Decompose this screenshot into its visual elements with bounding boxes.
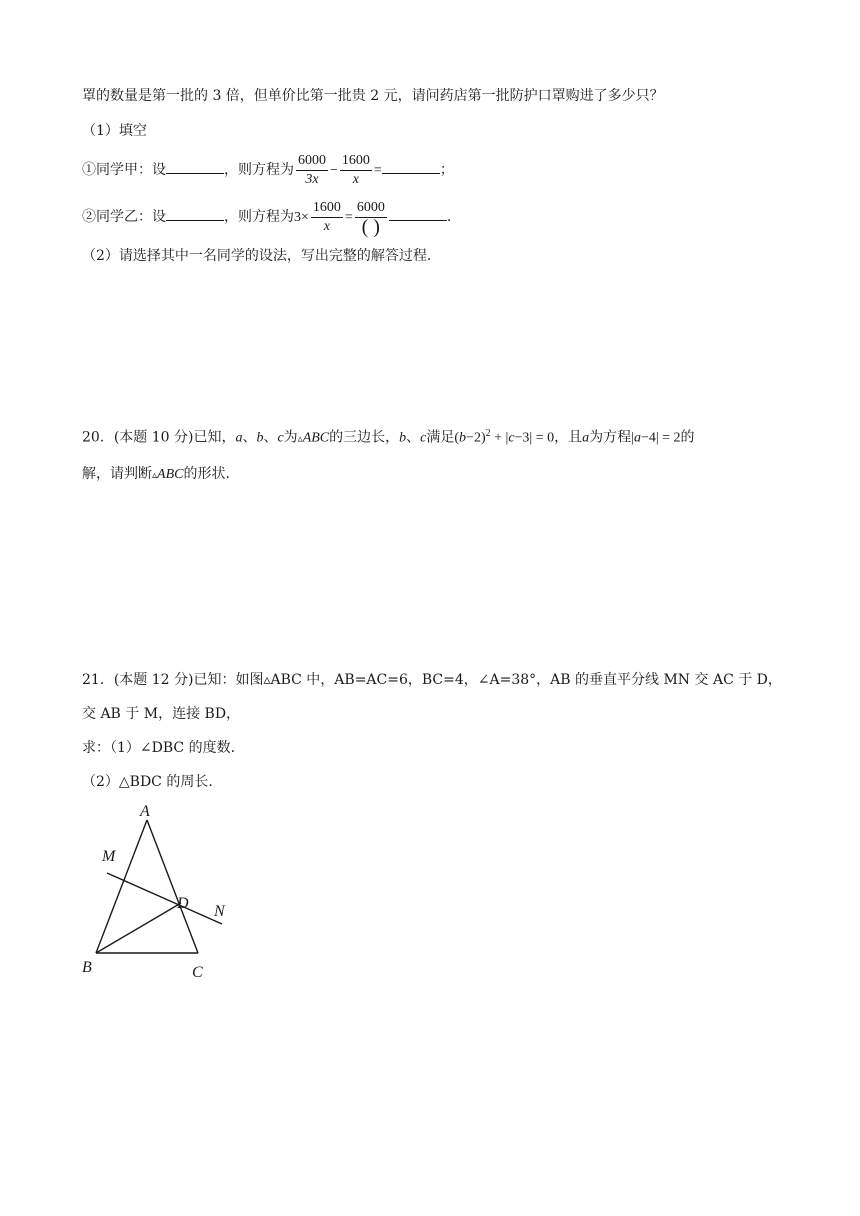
var-c: c: [277, 430, 284, 446]
segment-ab: [96, 820, 147, 953]
expr-square-exponent: 2: [485, 428, 491, 439]
text: ，且: [554, 429, 583, 446]
expr-square-open: (: [454, 430, 460, 446]
q20-line-2: [82, 464, 230, 486]
jia-blank-1[interactable]: [166, 159, 224, 174]
sep: 、: [263, 429, 278, 446]
jia-num-2: 1600: [340, 152, 372, 171]
jia-fraction-1: [296, 152, 328, 189]
triangle-name: ABC: [302, 430, 330, 446]
segment-bd: [96, 903, 181, 953]
var-c: c: [420, 430, 427, 446]
var-a: a: [582, 430, 590, 446]
line-mn: [107, 873, 222, 924]
yi-equals: =: [344, 210, 353, 225]
jia-end: ；: [439, 162, 454, 178]
text: 满足: [426, 429, 455, 446]
label-b: B: [82, 959, 92, 976]
q21-line-1: 21．(本题 12 分)已知：如图▵ABC 中，AB=AC=6，BC=4，∠A=38°，AB 的垂直平分线 MN 交 AC 于 D，: [82, 672, 782, 688]
var-a: a: [235, 430, 243, 446]
jia-mid: ，则方程为: [224, 162, 294, 178]
text: 为: [283, 429, 298, 446]
text: 解，请判断: [82, 466, 152, 482]
q19-student-jia-line: [82, 150, 454, 190]
jia-den-1: 3x: [305, 171, 319, 187]
var-b: b: [256, 430, 264, 446]
expr-abs-rest: −3| = 0: [514, 430, 555, 446]
q21-line-2: 交 AB 于 M，连接 BD，: [82, 706, 241, 722]
expr-eq-open: |: [631, 430, 634, 446]
label-m: M: [102, 848, 116, 865]
text: 为方程: [589, 429, 632, 446]
yi-fraction-1: [311, 199, 343, 236]
yi-blank-1[interactable]: [166, 206, 224, 221]
yi-fraction-2: [355, 199, 387, 236]
yi-num-2: 6000: [355, 199, 387, 218]
jia-equals: =: [373, 163, 382, 178]
expr-abs-c: c: [508, 430, 515, 446]
expr-square-rest: −2): [466, 430, 486, 446]
yi-end: .: [446, 209, 452, 225]
yi-den-1: x: [323, 218, 331, 234]
text: 的形状.: [183, 466, 230, 482]
q19-part1-label: （1）填空: [82, 123, 147, 139]
jia-fraction-2: [340, 152, 372, 189]
jia-num-1: 6000: [296, 152, 328, 171]
q21-line-4: （2）△BDC 的周长.: [82, 774, 213, 790]
q19-student-yi-line: [82, 195, 451, 239]
yi-blank-2[interactable]: [389, 206, 447, 221]
triangle-symbol: ▵: [152, 470, 158, 481]
q21-line-3: 求：（1）∠DBC 的度数.: [82, 740, 236, 756]
var-b: b: [399, 430, 407, 446]
jia-prefix: ①同学甲：设: [82, 162, 166, 178]
yi-den-2: ( ): [361, 215, 380, 238]
expr-eq-a: a: [633, 430, 641, 446]
q20-line-1: [82, 424, 695, 450]
jia-minus: −: [330, 163, 338, 178]
label-d: D: [177, 895, 189, 912]
text: 的三边长，: [329, 429, 400, 446]
expr-plus: + |: [490, 430, 509, 446]
yi-coefficient: 3×: [294, 210, 309, 225]
q20-number: 20．(本题 10 分)已知，: [82, 429, 236, 446]
label-n: N: [214, 903, 225, 920]
jia-den-2: x: [352, 171, 360, 187]
q19-part2-label: （2）请选择其中一名同学的设法，写出完整的解答过程.: [82, 248, 432, 264]
text: 的: [680, 429, 695, 446]
label-a: A: [140, 803, 150, 820]
jia-blank-2[interactable]: [382, 159, 440, 174]
triangle-name: ABC: [157, 467, 184, 482]
yi-prefix: ②同学乙：设: [82, 209, 166, 225]
sep: 、: [242, 429, 257, 446]
triangle-symbol: ▵: [297, 433, 303, 445]
triangle-figure: [74, 800, 274, 990]
yi-mid: ，则方程为: [224, 209, 294, 225]
segment-ac: [147, 820, 198, 953]
yi-num-1: 1600: [311, 199, 343, 218]
label-c: C: [192, 964, 203, 981]
sep: 、: [406, 429, 421, 446]
expr-square-b: b: [459, 430, 467, 446]
q19-continuation-text: 罩的数量是第一批的 3 倍，但单价比第一批贵 2 元，请问药店第一批防护口罩购进了多少只？: [82, 88, 664, 104]
expr-eq-rest: −4| = 2: [640, 430, 681, 446]
